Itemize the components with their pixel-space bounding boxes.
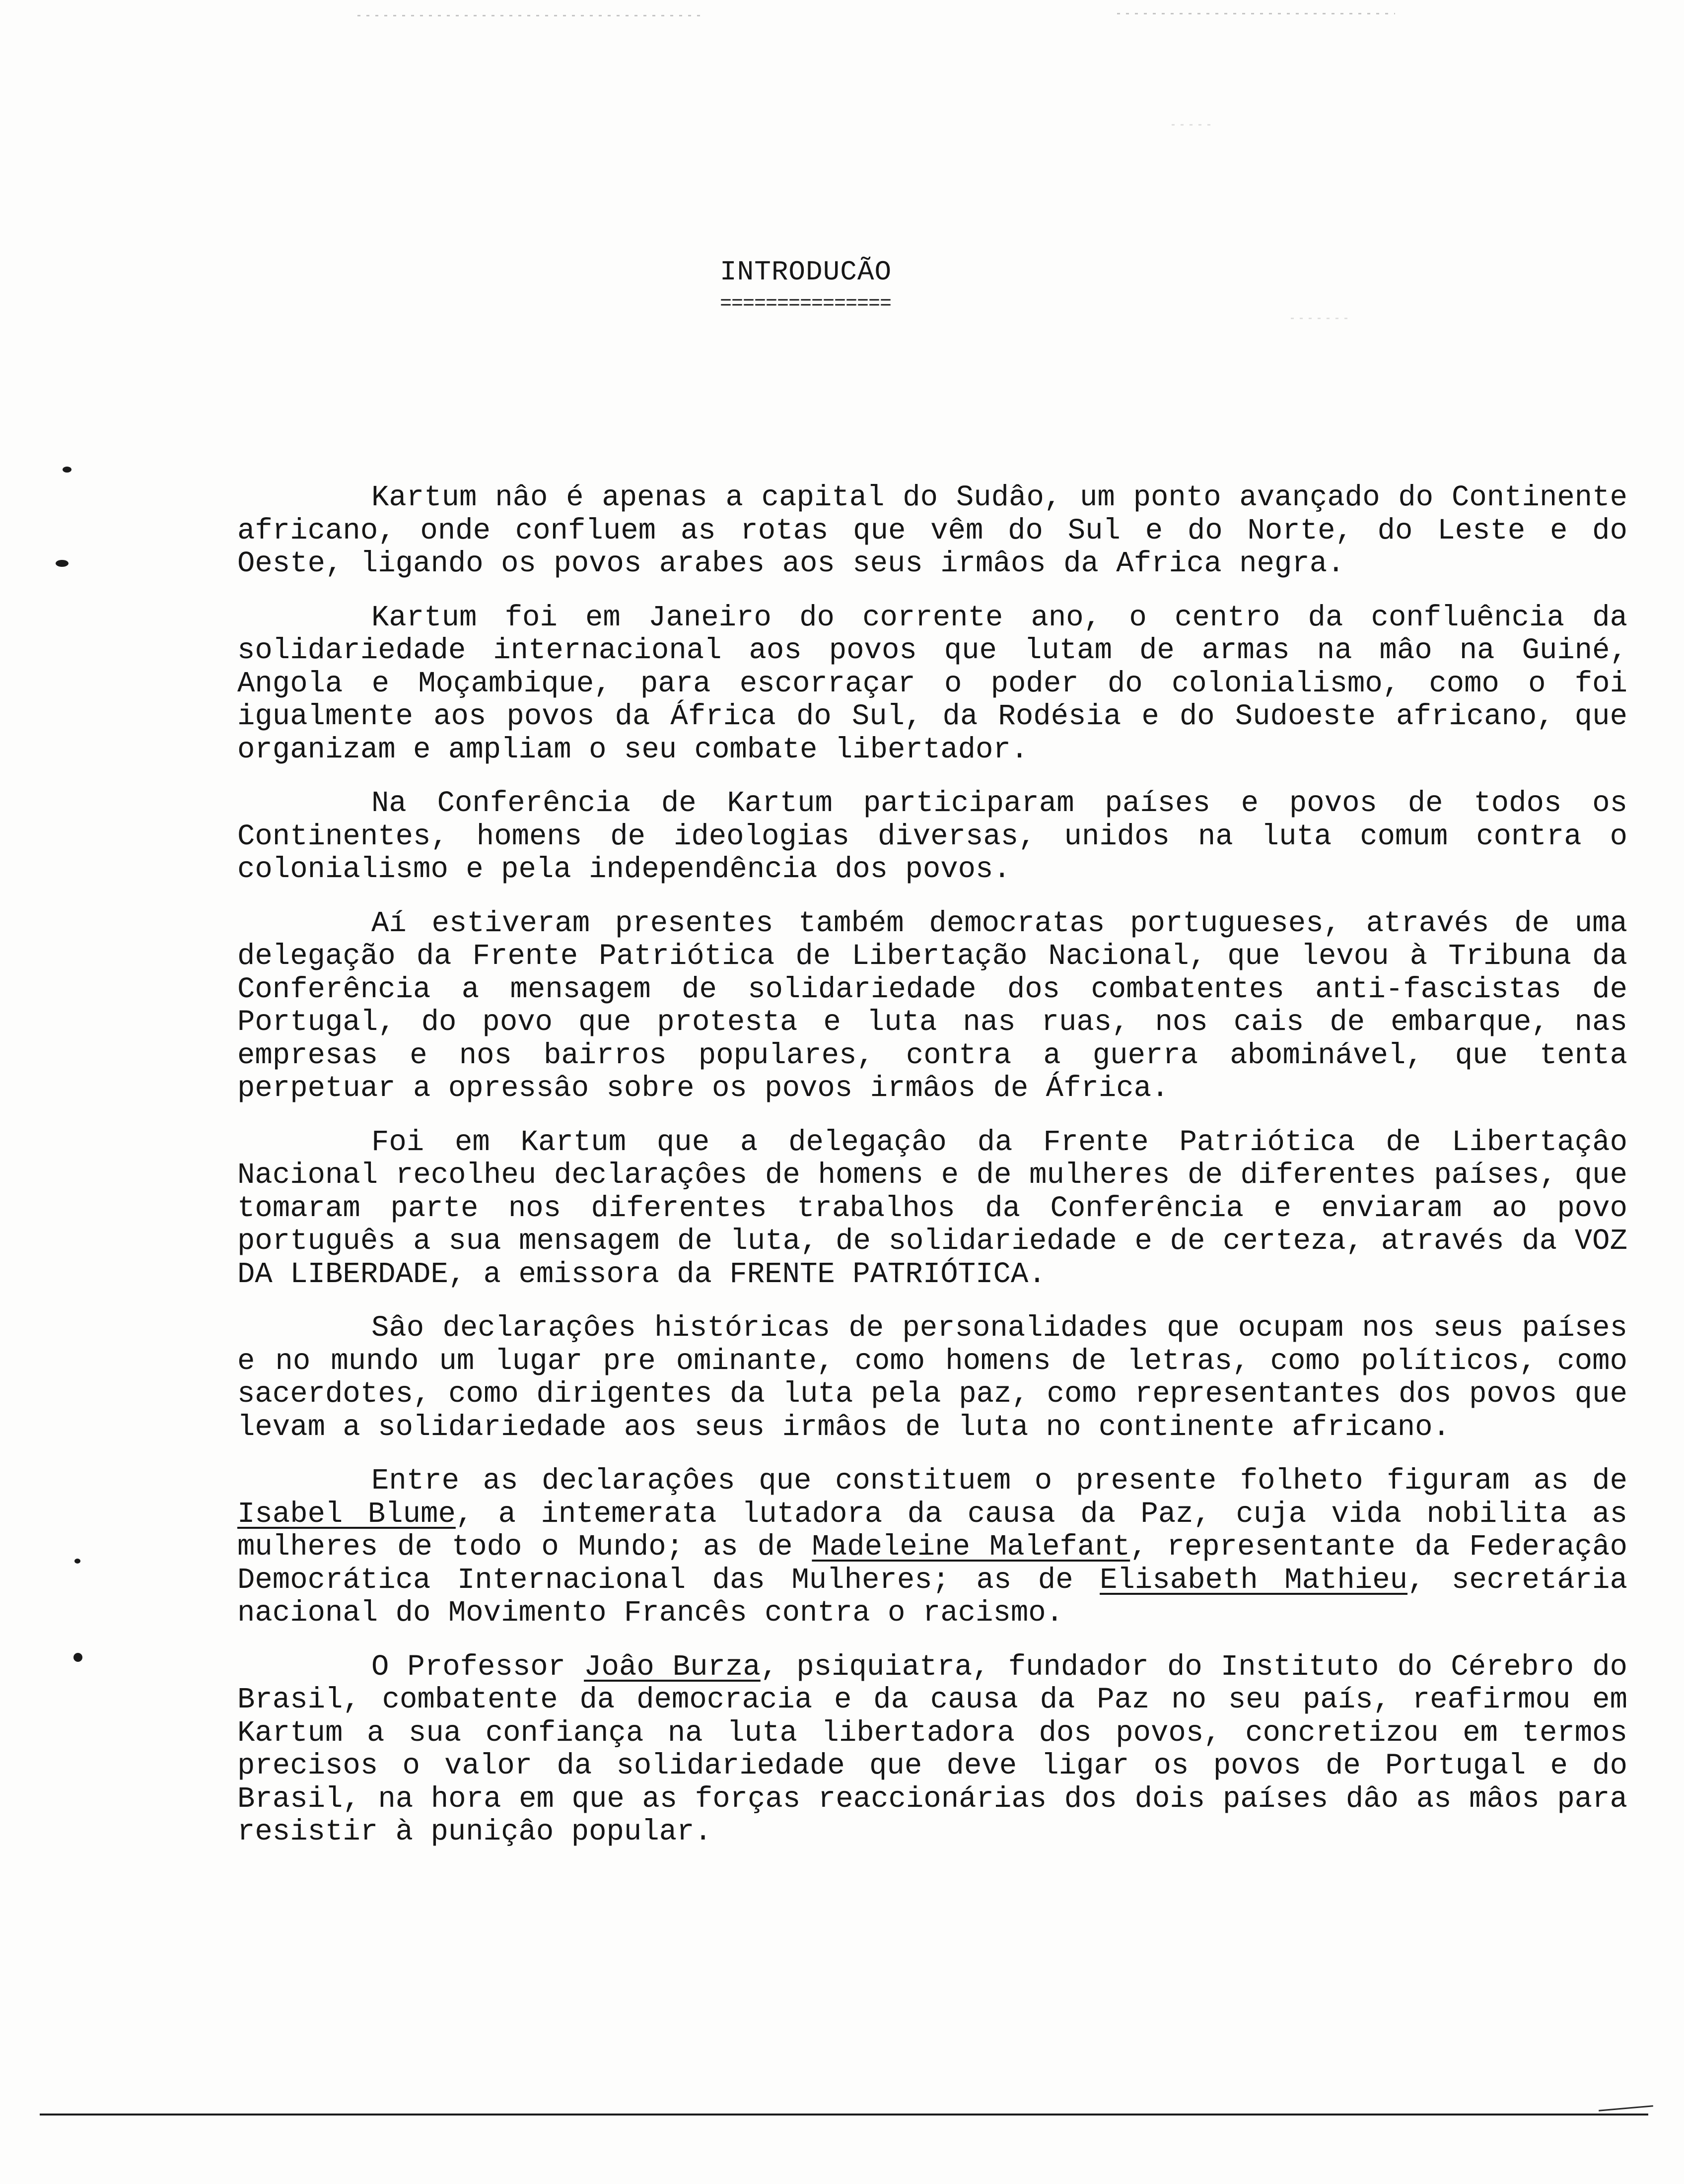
paragraph-text: , representante da Federaçâo Democrática Internacional das Mulheres; as de — [237, 1530, 1627, 1597]
paragraph-text: Kartum foi em Janeiro do corrente ano, o centro da confluência da solidariedade internacional aos povos que lutam de armas na mâo na Guiné, Angola e Moçambique, para escorraçar o poder do colonialismo, como o foi igualmente aos povos da África do Sul, da Rodésia e do Sudoeste africano, que organizam e ampliam o seu combate libertador. — [237, 601, 1627, 766]
paragraph-6 — [237, 1312, 1627, 1444]
scan-artifact-top-right — [1117, 13, 1395, 14]
underlined-name: Madeleine Malefant — [812, 1530, 1130, 1564]
margin-mark-2 — [56, 560, 69, 567]
underlined-name: Elisabeth Mathieu — [1100, 1563, 1408, 1597]
paragraph-4 — [237, 907, 1627, 1105]
paragraph-text: Kartum nâo é apenas a capital do Sudâo, um ponto avançado do Continente africano, onde confluem as rotas que vêm do Sul e do Norte, do Leste e do Oeste, ligando os povos arabes aos seus irmâos da Africa negra. — [237, 481, 1627, 580]
body-text — [237, 481, 1627, 1870]
scan-artifact-right-1 — [1172, 124, 1216, 126]
bottom-rule-tail — [1599, 2105, 1653, 2112]
paragraph-text: O Professor — [371, 1650, 584, 1684]
paragraph-text: , secretária nacional do Movimento Francês contra o racismo. — [237, 1563, 1627, 1630]
bottom-rule — [40, 2114, 1648, 2116]
paragraph-1 — [237, 481, 1627, 581]
margin-mark-3 — [74, 1559, 80, 1564]
paragraph-7 — [237, 1465, 1627, 1630]
paragraph-text: Na Conferência de Kartum participaram países e povos de todos os Continentes, homens de ideologias diversas, unidos na luta comum contra o colonialismo e pela independência dos povos. — [237, 787, 1627, 886]
paragraph-text: Entre as declaraçôes que constituem o presente folheto figuram as de — [371, 1464, 1627, 1498]
paragraph-5 — [237, 1126, 1627, 1292]
paragraph-2 — [237, 602, 1627, 767]
underlined-name: Joâo Burza — [584, 1650, 761, 1684]
paragraph-text: Sâo declaraçôes históricas de personalidades que ocupam nos seus países e no mundo um lugar pre ominante, como homens de letras, como políticos, como sacerdotes, como dirigentes da luta pela paz, como representantes dos povos que levam a solidariedade aos seus irmâos de luta no continente africano. — [237, 1311, 1627, 1444]
scan-artifact-right-2 — [1291, 318, 1350, 319]
page-title: INTRODUCÃO — [720, 256, 892, 288]
paragraph-8 — [237, 1651, 1627, 1849]
scan-artifact-top-left — [357, 15, 705, 16]
underlined-name: Isabel Blume — [237, 1497, 456, 1531]
paragraph-text: Foi em Kartum que a delegaçâo da Frente Patriótica de Libertaçâo Nacional recolheu declaraçôes de homens e de mulheres de diferentes países, que tomaram parte nos diferentes trabalhos da Conferência e enviaram ao povo português a sua mensagem de luta, de solidariedade e de certeza, através da VOZ DA LIBERDADE, a emissora da FRENTE PATRIÓTICA. — [237, 1125, 1627, 1291]
paragraph-text: , psiquiatra, fundador do Instituto do Cérebro do Brasil, combatente da democracia e da causa da Paz no seu país, reafirmou em Kartum a sua confiança na luta libertadora dos povos, concretizou em termos precisos o valor da solidariedade que deve ligar os povos de Portugal e do Brasil, na hora em que as forças reaccionárias dos dois países dâo as mâos para resistir à puniçâo popular. — [237, 1650, 1627, 1848]
paragraph-3 — [237, 787, 1627, 887]
paragraph-text: , a intemerata lutadora da causa da Paz, cuja vida nobilita as mulheres de todo o Mundo; as de — [237, 1497, 1627, 1564]
paragraph-text: Aí estiveram presentes também democratas portugueses, através de uma delegação da Frente Patriótica de Libertação Nacional, que levou à Tribuna da Conferência a mensagem de solidariedade dos combatentes anti-fascistas de Portugal, do povo que protesta e luta nas ruas, nos cais de embarque, nas empresas e nos bairros populares, contra a guerra abominável, que tenta perpetuar a opressâo sobre os povos irmâos de África. — [237, 906, 1627, 1105]
title-block — [720, 256, 1067, 315]
margin-mark-1 — [63, 467, 71, 473]
margin-mark-4 — [73, 1653, 82, 1662]
title-double-rule: =============== — [720, 293, 892, 315]
